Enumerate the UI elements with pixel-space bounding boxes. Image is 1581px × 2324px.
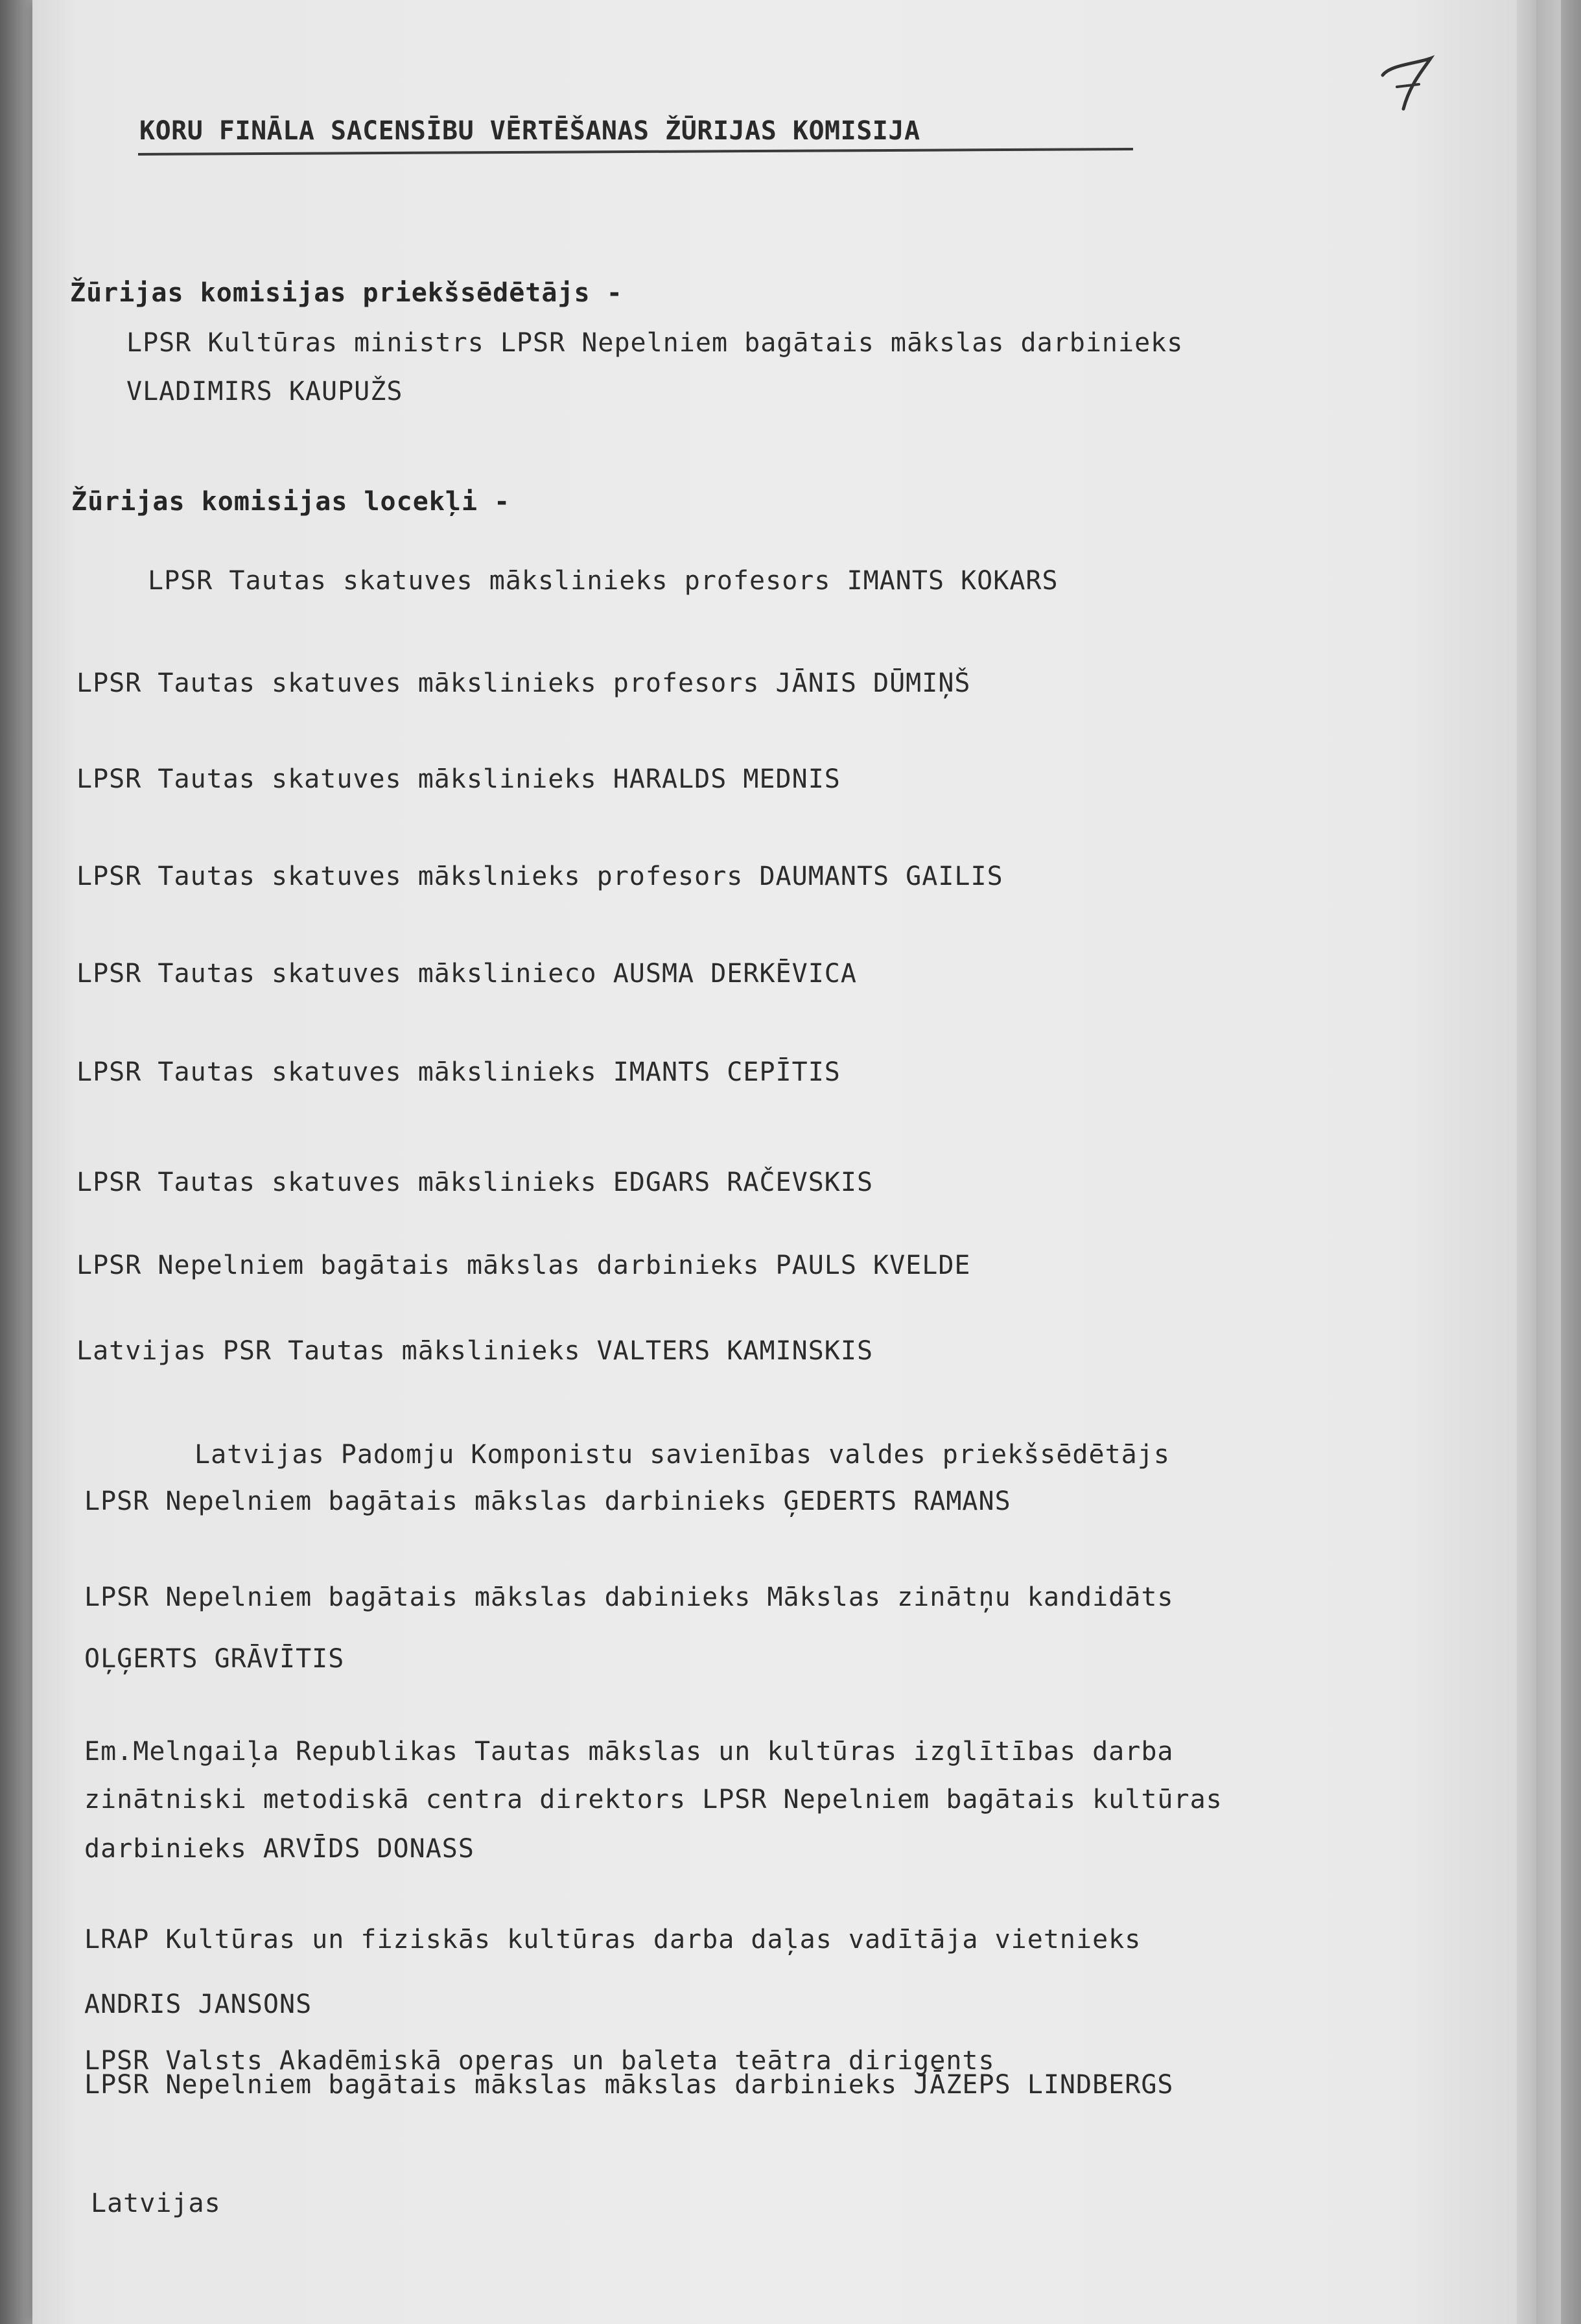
chair-heading: Žūrijas komisijas priekšsēdētājs - — [70, 278, 623, 308]
member-kaminskis: Latvijas PSR Tautas mākslinieks VALTERS KAMINSKIS — [76, 1336, 874, 1366]
member-lindbergs-line-2: LPSR Nepelniem bagātais mākslas mākslas darbinieks JĀZEPS LINDBERGS — [84, 2070, 1174, 2100]
member-gailis: LPSR Tautas skatuves mākslnieks profesors DAUMANTS GAILIS — [76, 862, 1003, 891]
member-mednis: LPSR Tautas skatuves mākslinieks HARALDS MEDNIS — [76, 764, 841, 794]
member-dumins: LPSR Tautas skatuves mākslinieks profesors JĀNIS DŪMIŅŠ — [76, 668, 971, 698]
member-gravitis-line-1: LPSR Nepelniem bagātais mākslas dabinieks Mākslas zinātņu kandidāts — [84, 1582, 1174, 1612]
member-derkevica: LPSR Tautas skatuves mākslinieco AUSMA DERKĒVICA — [76, 959, 857, 989]
handwritten-page-number — [1371, 51, 1442, 115]
member-jansons-line-2: ANDRIS JANSONS — [84, 1989, 312, 2019]
document-title: KORU FINĀLA SACENSĪBU VĒRTĒŠANAS ŽŪRIJAS KOMISIJA — [139, 116, 920, 146]
member-gravitis-line-2: OĻĢERTS GRĀVĪTIS — [84, 1644, 345, 1674]
page-edge — [1561, 0, 1581, 2324]
member-ramans-line-2: LPSR Nepelniem bagātais mākslas darbinieks ĢEDERTS RAMANS — [84, 1486, 1011, 1516]
trailing-word: Latvijas — [91, 2189, 221, 2218]
page-edge — [1517, 0, 1536, 2324]
member-lindbergs-line-1: LPSR Valsts Akadēmiskā operas un baleta teātra dirigents — [84, 2046, 995, 2076]
member-ramans-line-1: Latvijas Padomju Komponistu savienības valdes priekšsēdētājs — [194, 1440, 1170, 1470]
member-jansons-line-1: LRAP Kultūras un fiziskās kultūras darba daļas vadītāja vietnieks — [84, 1925, 1142, 1954]
member-donass-line-3: darbinieks ARVĪDS DONASS — [84, 1834, 474, 1864]
chair-line-1: LPSR Kultūras ministrs LPSR Nepelniem bagātais mākslas darbinieks — [126, 328, 1184, 358]
members-heading: Žūrijas komisijas locekļi - — [71, 487, 511, 517]
chair-line-2: VLADIMIRS KAUPUŽS — [126, 377, 403, 406]
member-racevskis: LPSR Tautas skatuves mākslinieks EDGARS RAČEVSKIS — [76, 1168, 874, 1197]
page-edge — [1536, 0, 1561, 2324]
member-cepitis: LPSR Tautas skatuves mākslinieks IMANTS CEPĪTIS — [76, 1057, 841, 1087]
member-kokars: LPSR Tautas skatuves mākslinieks profesors IMANTS KOKARS — [148, 566, 1059, 596]
member-donass-line-1: Em.Melngaiļa Republikas Tautas mākslas un kultūras izglītības darba — [84, 1737, 1174, 1766]
member-donass-line-2: zinātniski metodiskā centra direktors LPSR Nepelniem bagātais kultūras — [84, 1785, 1223, 1814]
member-kvelde: LPSR Nepelniem bagātais mākslas darbinieks PAULS KVELDE — [76, 1250, 971, 1280]
